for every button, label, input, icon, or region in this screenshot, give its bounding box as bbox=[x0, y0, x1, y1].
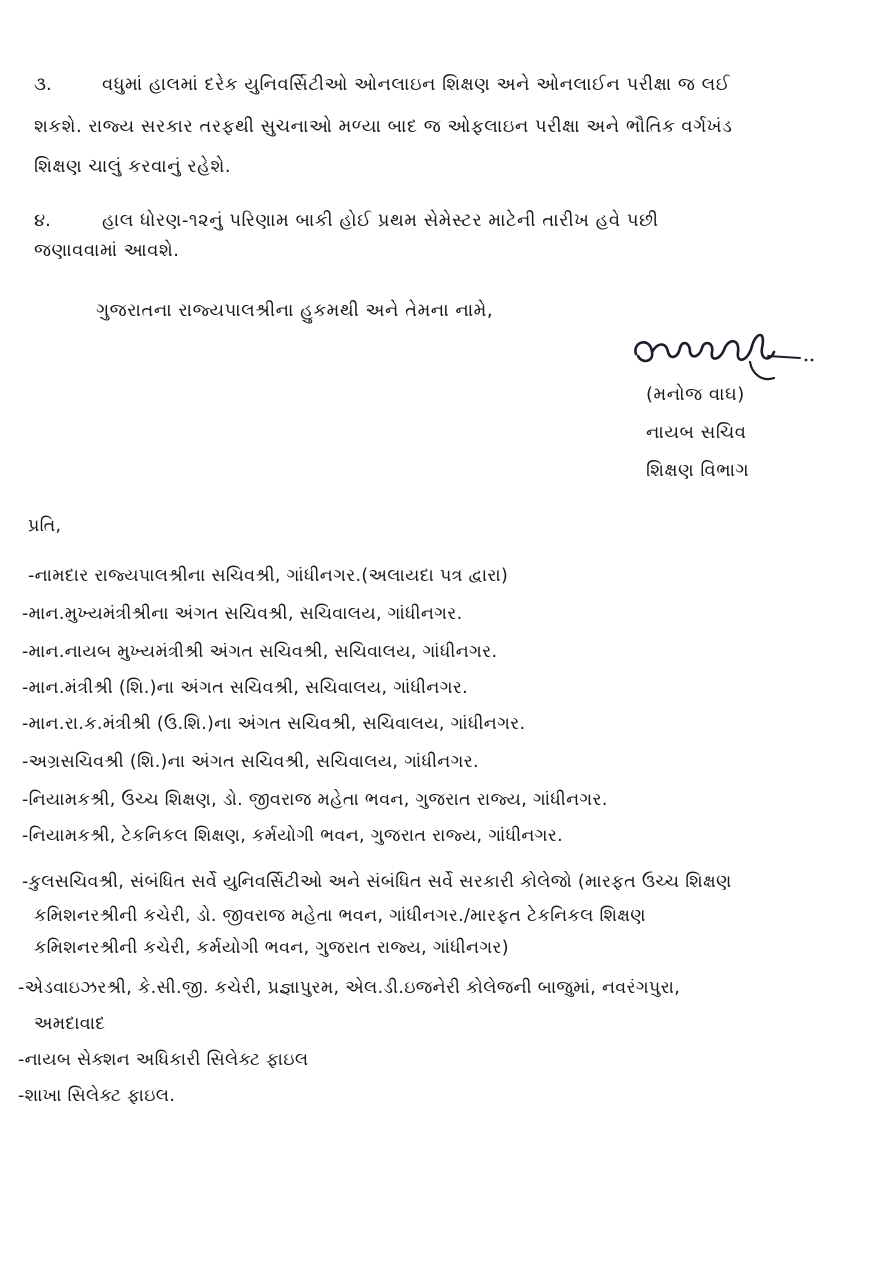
distribution-item: -માન.રા.ક.મંત્રીશ્રી (ઉ.શિ.)ના અંગત સચિવશ્રી, સચિવાલય, ગાંધીનગર. bbox=[22, 714, 526, 734]
point-3-line-1: વધુમાં હાલમાં દરેક યુનિવર્સિટીઓ ઓનલાઇન શિક્ષણ અને ઓનલાઈન પરીક્ષા જ લઈ bbox=[102, 74, 731, 95]
distribution-item: -શાખા સિલેક્ટ ફાઇલ. bbox=[18, 1086, 176, 1106]
distribution-item: -નાયબ સેક્શન અધિકારી સિલેક્ટ ફાઇલ bbox=[18, 1050, 309, 1070]
point-3-line-2: શકશે. રાજ્ય સરકાર તરફથી સુચનાઓ મળ્યા બાદ જ ઓફલાઇન પરીક્ષા અને ભૌતિક વર્ગખંડ bbox=[34, 116, 733, 137]
signatory-department: શિક્ષણ વિભાગ bbox=[646, 460, 750, 481]
distribution-item: -કુલસચિવશ્રી, સંબંધિત સર્વે યુનિવર્સિટીઓ અને સંબંધિત સર્વે સરકારી કોલેજો (મારફત ઉચ્ચ શિક્ષણ bbox=[22, 872, 732, 892]
distribution-item: -અગ્રસચિવશ્રી (શિ.)ના અંગત સચિવશ્રી, સચિવાલય, ગાંધીનગર. bbox=[22, 752, 479, 772]
distribution-item-continued: કમિશનરશ્રીની કચેરી, ડો. જીવરાજ મહેતા ભવન, ગાંધીનગર./મારફત ટેકનિકલ શિક્ષણ bbox=[34, 906, 646, 926]
point-4-line-1: હાલ ધોરણ-૧૨નું પરિણામ બાકી હોઈ પ્રથમ સેમેસ્ટર માટેની તારીખ હવે પછી bbox=[102, 210, 659, 231]
distribution-item: -માન.નાયબ મુખ્યમંત્રીશ્રી અંગત સચિવશ્રી, સચિવાલય, ગાંધીનગર. bbox=[22, 642, 498, 662]
point-4-line-2: જણાવવામાં આવશે. bbox=[34, 240, 180, 261]
signatory-designation: નાયબ સચિવ bbox=[646, 422, 747, 443]
distribution-item: -માન.મંત્રીશ્રી (શિ.)ના અંગત સચિવશ્રી, સચિવાલય, ગાંધીનગર. bbox=[22, 678, 468, 698]
distribution-heading: પ્રતિ, bbox=[28, 516, 62, 536]
point-3-line-3: શિક્ષણ ચાલું કરવાનું રહેશે. bbox=[34, 156, 232, 177]
distribution-item-continued: કમિશનરશ્રીની કચેરી, કર્મયોગી ભવન, ગુજરાત રાજ્ય, ગાંધીનગર) bbox=[34, 938, 509, 958]
signatory-name: (મનોજ વાઘ) bbox=[646, 384, 745, 405]
distribution-item: -નામદાર રાજ્યપાલશ્રીના સચિવશ્રી, ગાંધીનગર.(અલાયદા પત્ર દ્વારા) bbox=[28, 566, 509, 586]
distribution-item: -એડવાઇઝરશ્રી, કે.સી.જી. કચેરી, પ્રજ્ઞાપુરમ, એલ.ડી.ઇજનેરી કોલેજની બાજુમાં, નવરંગપુરા, bbox=[18, 978, 681, 998]
order-line: ગુજરાતના રાજ્યપાલશ્રીના હુકમથી અને તેમના નામે, bbox=[96, 300, 494, 321]
point-4-number: ૪. bbox=[34, 210, 51, 231]
distribution-item: -નિયામકશ્રી, ટેકનિકલ શિક્ષણ, કર્મયોગી ભવન, ગુજરાત રાજ્ય, ગાંધીનગર. bbox=[22, 826, 564, 846]
distribution-item: -માન.મુખ્યમંત્રીશ્રીના અંગત સચિવશ્રી, સચિવાલય, ગાંધીનગર. bbox=[22, 604, 463, 624]
point-3-number: ૩. bbox=[34, 74, 52, 95]
distribution-item-continued: અમદાવાદ bbox=[34, 1014, 106, 1034]
signature-image bbox=[628, 312, 818, 392]
distribution-item: -નિયામકશ્રી, ઉચ્ચ શિક્ષણ, ડો. જીવરાજ મહેતા ભવન, ગુજરાત રાજ્ય, ગાંધીનગર. bbox=[22, 790, 608, 810]
